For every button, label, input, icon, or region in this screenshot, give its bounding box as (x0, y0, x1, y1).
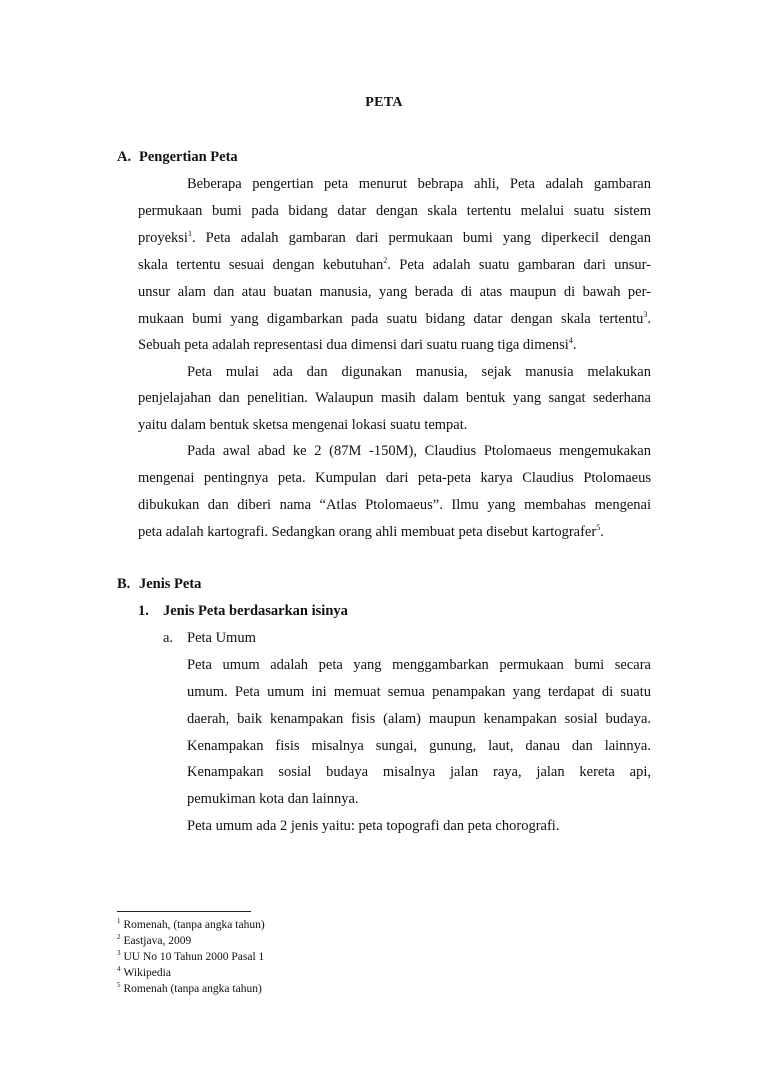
section-b-number: B. (117, 576, 131, 592)
paragraph-line: peta adalah kartografi. Sedangkan orang ahli membuat peta disebut kartografer$^5$. (138, 523, 604, 540)
footnote-ref: 4 (568, 336, 573, 346)
footnote-ref: 2 (383, 256, 388, 266)
paragraph-line: unsur alam dan atau buatan manusia, yang berada di atas maupun di bawah per- (138, 284, 651, 300)
section-a-heading (117, 149, 238, 166)
paragraph-line: dibukukan dan diberi nama “Atlas Ptolomaeus”. Ilmu yang membahas mengenai (138, 497, 651, 513)
footnote-separator (117, 911, 251, 912)
page-title: PETA (365, 95, 403, 110)
section-b-title: Jenis Peta (139, 576, 202, 592)
footnote: $^5$ Romenah (tanpa angka tahun) (117, 981, 262, 995)
footnote: $^3$ UU No 10 Tahun 2000 Pasal 1 (117, 949, 265, 963)
subsection-a-heading: a. Peta Umum (163, 630, 256, 646)
footnote: $^2$ Eastjava, 2009 (117, 933, 192, 947)
paragraph-line: Peta mulai ada dan digunakan manusia, sejak manusia melakukan (187, 364, 651, 380)
section-a-title: Pengertian Peta (139, 149, 238, 165)
footnote-ref: 1 (187, 229, 192, 239)
paragraph-line: yaitu dalam bentuk sketsa mengenai lokasi suatu tempat. (138, 417, 468, 433)
paragraph-line: penjelajahan dan penelitian. Walaupun masih dalam bentuk yang sangat sederhana (138, 390, 651, 406)
footnote: $^1$ Romenah, (tanpa angka tahun) (117, 917, 265, 931)
paragraph-line: Peta umum ada 2 jenis yaitu: peta topografi dan peta chorografi. (187, 818, 560, 834)
paragraph-line: skala tertentu sesuai dengan kebutuhan$^2$. Peta adalah suatu gambaran dari unsur- (138, 256, 652, 273)
paragraph-line: Pada awal abad ke 2 (87M -150M), Claudius Ptolomaeus mengemukakan (187, 443, 651, 459)
paragraph-line: mukaan bumi yang digambarkan pada suatu bidang datar dengan skala tertentu$^3$. (138, 310, 651, 327)
footnote-ref: 3 (643, 310, 648, 320)
paragraph-line: Kenampakan fisis misalnya sungai, gunung, laut, danau dan lainnya. (187, 738, 651, 754)
paragraph-line: permukaan bumi pada bidang datar dengan skala tertentu melalui suatu sistem (138, 203, 651, 219)
footnote-ref: 5 (596, 523, 601, 533)
paragraph-line: daerah, baik kenampakan fisis (alam) maupun kenampakan sosial budaya. (187, 711, 651, 727)
paragraph-line: Sebuah peta adalah representasi dua dimensi dari suatu ruang tiga dimensi$^4$. (138, 336, 577, 353)
subsection-1-heading: 1. Jenis Peta berdasarkan isinya (138, 603, 348, 619)
paragraph-line: mengenai pentingnya peta. Kumpulan dari peta-peta karya Claudius Ptolomaeus (138, 470, 651, 486)
section-a-number: A. (117, 149, 132, 165)
footnote: $^4$ Wikipedia (117, 965, 171, 979)
paragraph-line: Beberapa pengertian peta menurut bebrapa ahli, Peta adalah gambaran (187, 176, 651, 192)
section-b-heading (117, 576, 201, 593)
paragraph-line: umum. Peta umum ini memuat semua penampakan yang terdapat di suatu (187, 684, 651, 700)
paragraph-line: proyeksi$^1$. Peta adalah gambaran dari permukaan bumi yang diperkecil dengan (138, 229, 651, 246)
paragraph-line: Peta umum adalah peta yang menggambarkan permukaan bumi secara (187, 657, 651, 673)
paragraph-line: pemukiman kota dan lainnya. (187, 791, 359, 807)
paragraph-line: Kenampakan sosial budaya misalnya jalan raya, jalan kereta api, (187, 764, 651, 780)
